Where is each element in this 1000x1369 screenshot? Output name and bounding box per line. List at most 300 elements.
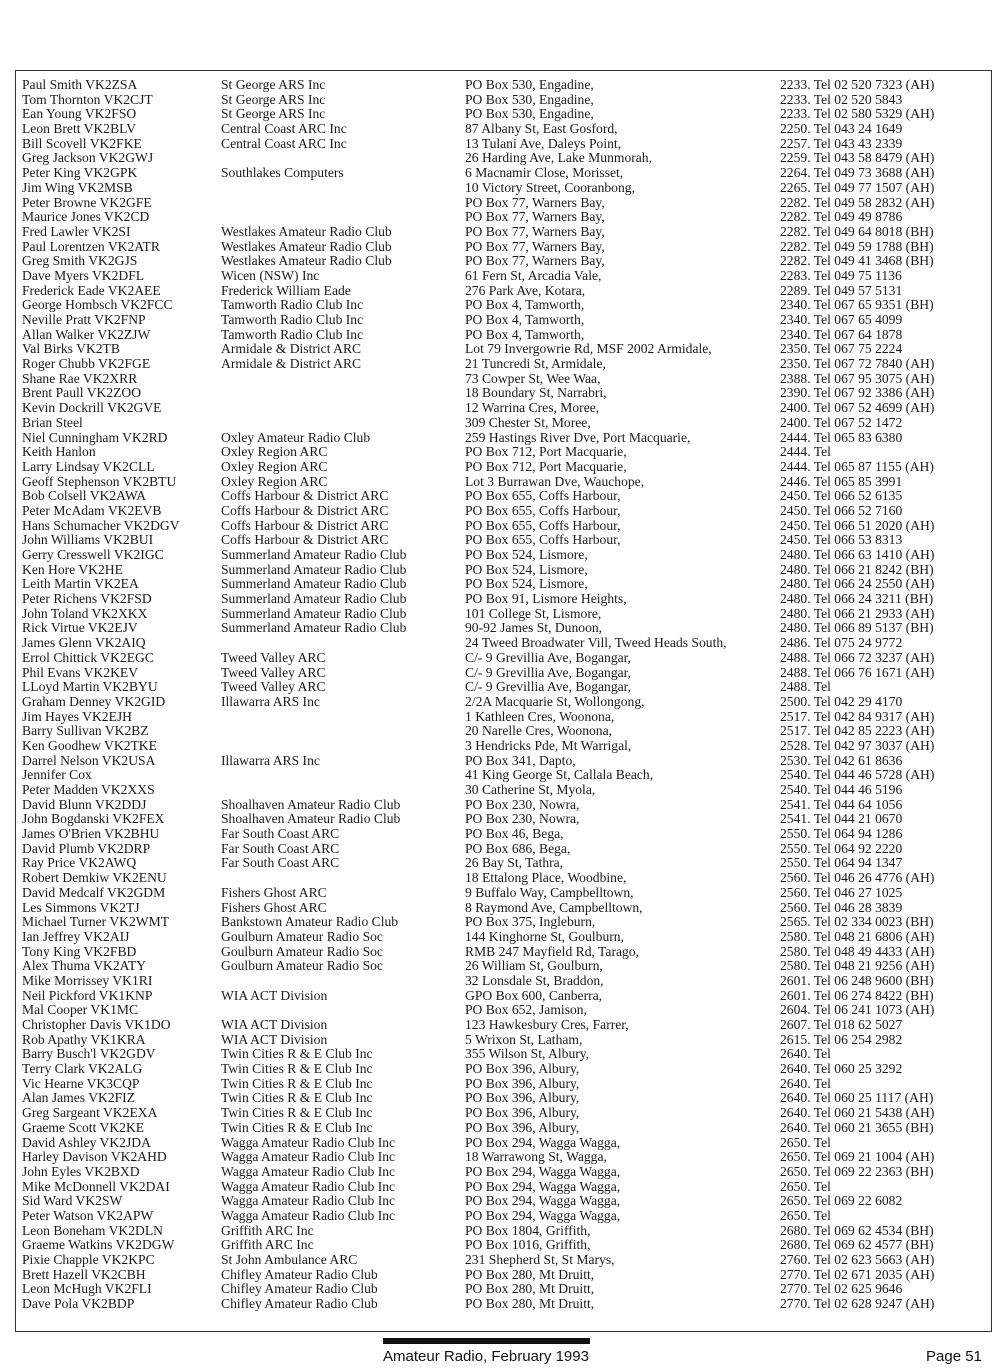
club-name: Summerland Amateur Radio Club [221, 592, 407, 607]
postal-address: PO Box 396, Albury, [465, 1120, 580, 1135]
postcode-phone: 2615. Tel 06 254 2982 [780, 1032, 903, 1047]
postal-address: PO Box 396, Albury, [465, 1106, 580, 1121]
listing-row [22, 284, 982, 299]
club-name: Far South Coast ARC [221, 827, 340, 842]
member-name: Peter Richens VK2FSD [22, 592, 152, 607]
listing-row [22, 812, 982, 827]
postcode-phone: 2480. Tel 066 21 8242 (BH) [780, 562, 934, 577]
postal-address: 18 Ettalong Place, Woodbine, [465, 871, 627, 886]
listing-row [22, 886, 982, 901]
club-name: Twin Cities R & E Club Inc [221, 1062, 373, 1077]
club-name: Illawarra ARS Inc [221, 753, 320, 768]
listing-row [22, 1003, 982, 1018]
postal-address: PO Box 294, Wagga Wagga, [465, 1135, 621, 1150]
postal-address: PO Box 530, Engadine, [465, 107, 594, 122]
postal-address: PO Box 396, Albury, [465, 1076, 580, 1091]
member-listing [22, 78, 982, 1312]
club-name: Griffith ARC Inc [221, 1238, 314, 1253]
member-name: Ean Young VK2FSO [22, 107, 137, 122]
postcode-phone: 2250. Tel 043 24 1649 [780, 122, 903, 137]
postcode-phone: 2340. Tel 067 65 9351 (BH) [780, 298, 934, 313]
listing-row [22, 489, 982, 504]
club-name: Oxley Region ARC [221, 474, 328, 489]
listing-row [22, 768, 982, 783]
postal-address: PO Box 686, Bega, [465, 841, 571, 856]
member-name: Larry Lindsay VK2CLL [22, 459, 155, 474]
club-name: St George ARS Inc [221, 107, 326, 122]
listing-row [22, 107, 982, 122]
postcode-phone: 2264. Tel 049 73 3688 (AH) [780, 166, 935, 181]
member-name: Peter Madden VK2XXS [22, 783, 155, 797]
listing-row [22, 636, 982, 651]
listing-row [22, 372, 982, 387]
club-name: Coffs Harbour & District ARC [221, 518, 389, 533]
listing-row [22, 431, 982, 446]
listing-row [22, 1297, 982, 1312]
postal-address: PO Box 77, Warners Bay, [465, 239, 605, 254]
postcode-phone: 2340. Tel 067 64 1878 [780, 327, 903, 342]
postcode-phone: 2450. Tel 066 52 6135 [780, 489, 903, 504]
postal-address: PO Box 712, Port Macquarie, [465, 445, 627, 460]
club-name: Goulburn Amateur Radio Soc [221, 929, 383, 944]
postal-address: 30 Catherine St, Myola, [465, 783, 596, 797]
club-name: Chifley Amateur Radio Club [221, 1297, 378, 1312]
postal-address: PO Box 4, Tamworth, [465, 298, 585, 313]
postcode-phone: 2580. Tel 048 21 6806 (AH) [780, 929, 935, 944]
listing-row [22, 240, 982, 255]
member-name: Kevin Dockrill VK2GVE [22, 401, 162, 416]
club-name: Westlakes Amateur Radio Club [221, 239, 392, 254]
listing-row [22, 196, 982, 211]
club-name: Summerland Amateur Radio Club [221, 562, 407, 577]
listing-row [22, 577, 982, 592]
listing-row [22, 783, 982, 798]
member-name: Maurice Jones VK2CD [22, 210, 150, 225]
postal-address: PO Box 524, Lismore, [465, 562, 588, 577]
listing-row [22, 710, 982, 725]
footer-publication-title: Amateur Radio, February 1993 [383, 1348, 589, 1365]
member-name: James Glenn VK2AIQ [22, 636, 146, 651]
postcode-phone: 2604. Tel 06 241 1073 (AH) [780, 1003, 935, 1018]
club-name: Frederick William Eade [221, 283, 351, 298]
listing-row [22, 1047, 982, 1062]
club-name: Twin Cities R & E Club Inc [221, 1047, 373, 1062]
listing-row [22, 1268, 982, 1283]
club-name: St George ARS Inc [221, 78, 326, 92]
postcode-phone: 2607. Tel 018 62 5027 [780, 1018, 903, 1032]
member-name: Allan Walker VK2ZJW [22, 327, 151, 342]
postcode-phone: 2601. Tel 06 248 9600 (BH) [780, 973, 934, 988]
postcode-phone: 2601. Tel 06 274 8422 (BH) [780, 988, 934, 1003]
postcode-phone: 2488. Tel 066 72 3237 (AH) [780, 650, 935, 665]
postal-address: 5 Wrixon St, Latham, [465, 1032, 583, 1047]
member-name: Ray Price VK2AWQ [22, 856, 137, 871]
postcode-phone: 2540. Tel 044 46 5728 (AH) [780, 768, 935, 783]
member-name: Jim Hayes VK2EJH [22, 709, 133, 724]
club-name: Shoalhaven Amateur Radio Club [221, 812, 401, 827]
listing-row [22, 122, 982, 137]
member-name: John Toland VK2XKX [22, 606, 148, 621]
postcode-phone: 2560. Tel 046 28 3839 [780, 900, 903, 915]
member-name: John Bogdanski VK2FEX [22, 812, 165, 827]
listing-row [22, 504, 982, 519]
postcode-phone: 2640. Tel 060 25 1117 (AH) [780, 1091, 934, 1106]
postcode-phone: 2770. Tel 02 671 2035 (AH) [780, 1267, 935, 1282]
postal-address: PO Box 280, Mt Druitt, [465, 1282, 595, 1297]
member-name: David Medcalf VK2GDM [22, 885, 166, 900]
postal-address: PO Box 4, Tamworth, [465, 313, 585, 327]
postcode-phone: 2340. Tel 067 65 4099 [780, 313, 903, 327]
postal-address: PO Box 46, Bega, [465, 827, 564, 842]
postcode-phone: 2233. Tel 02 580 5329 (AH) [780, 107, 935, 122]
postal-address: PO Box 396, Albury, [465, 1091, 580, 1106]
listing-row [22, 754, 982, 769]
member-name: Terry Clark VK2ALG [22, 1062, 143, 1077]
postcode-phone: 2480. Tel 066 89 5137 (BH) [780, 621, 934, 636]
club-name: Wagga Amateur Radio Club Inc [221, 1164, 396, 1179]
listing-row [22, 1106, 982, 1121]
member-name: Rick Virtue VK2EJV [22, 621, 138, 636]
listing-row [22, 945, 982, 960]
postal-address: PO Box 524, Lismore, [465, 577, 588, 592]
listing-row [22, 1136, 982, 1151]
club-name: Armidale & District ARC [221, 342, 362, 357]
postal-address: 20 Narelle Cres, Woonona, [465, 724, 613, 739]
listing-row [22, 475, 982, 490]
postcode-phone: 2650. Tel 069 22 6082 [780, 1194, 903, 1209]
member-name: James O'Brien VK2BHU [22, 827, 160, 842]
member-name: Peter Browne VK2GFE [22, 195, 152, 210]
listing-row [22, 342, 982, 357]
club-name: Far South Coast ARC [221, 856, 340, 871]
postcode-phone: 2565. Tel 02 334 0023 (BH) [780, 915, 934, 930]
club-name: Griffith ARC Inc [221, 1223, 314, 1238]
postcode-phone: 2282. Tel 049 41 3468 (BH) [780, 254, 934, 269]
listing-row [22, 1282, 982, 1297]
postcode-phone: 2550. Tel 064 92 2220 [780, 841, 903, 856]
postal-address: PO Box 294, Wagga Wagga, [465, 1164, 621, 1179]
postal-address: 32 Lonsdale St, Braddon, [465, 973, 604, 988]
postcode-phone: 2289. Tel 049 57 5131 [780, 283, 903, 298]
postal-address: PO Box 4, Tamworth, [465, 327, 585, 342]
listing-row [22, 739, 982, 754]
listing-row [22, 1062, 982, 1077]
listing-row [22, 210, 982, 225]
member-name: Barry Busch'l VK2GDV [22, 1047, 156, 1062]
member-name: Ken Hore VK2HE [22, 562, 123, 577]
listing-row [22, 856, 982, 871]
club-name: Tamworth Radio Club Inc [221, 298, 364, 313]
member-name: Roger Chubb VK2FGE [22, 357, 151, 372]
postcode-phone: 2259. Tel 043 58 8479 (AH) [780, 151, 935, 166]
listing-row [22, 842, 982, 857]
postal-address: 87 Albany St, East Gosford, [465, 122, 618, 137]
postal-address: 123 Hawkesbury Cres, Farrer, [465, 1018, 629, 1032]
member-name: Mike Morrissey VK1RI [22, 973, 153, 988]
club-name: Twin Cities R & E Club Inc [221, 1076, 373, 1091]
postal-address: PO Box 655, Coffs Harbour, [465, 533, 621, 548]
postal-address: PO Box 652, Jamison, [465, 1003, 587, 1018]
postal-address: 12 Warrina Cres, Moree, [465, 401, 600, 416]
member-name: Paul Lorentzen VK2ATR [22, 239, 160, 254]
postal-address: 18 Warrawong St, Wagga, [465, 1150, 607, 1165]
postcode-phone: 2390. Tel 067 92 3386 (AH) [780, 386, 935, 401]
postcode-phone: 2400. Tel 067 52 4699 (AH) [780, 401, 935, 416]
postcode-phone: 2283. Tel 049 75 1136 [780, 268, 902, 283]
member-name: David Ashley VK2JDA [22, 1135, 151, 1150]
member-name: George Hombsch VK2FCC [22, 298, 173, 313]
postcode-phone: 2517. Tel 042 85 2223 (AH) [780, 724, 935, 739]
listing-row [22, 680, 982, 695]
club-name: Wagga Amateur Radio Club Inc [221, 1179, 396, 1194]
club-name: Wagga Amateur Radio Club Inc [221, 1150, 396, 1165]
postcode-phone: 2282. Tel 049 49 8786 [780, 210, 903, 225]
listing-row [22, 871, 982, 886]
postal-address: PO Box 91, Lismore Heights, [465, 592, 627, 607]
club-name: Armidale & District ARC [221, 357, 362, 372]
club-name: WIA ACT Division [221, 1032, 328, 1047]
postcode-phone: 2233. Tel 02 520 7323 (AH) [780, 78, 935, 92]
postal-address: Lot 3 Burrawan Dve, Wauchope, [465, 474, 645, 489]
club-name: Central Coast ARC Inc [221, 136, 347, 151]
listing-row [22, 798, 982, 813]
listing-row [22, 151, 982, 166]
listing-row [22, 1121, 982, 1136]
club-name: Coffs Harbour & District ARC [221, 489, 389, 504]
postal-address: 21 Tuncredi St, Armidale, [465, 357, 606, 372]
postcode-phone: 2770. Tel 02 625 9646 [780, 1282, 903, 1297]
member-name: Leith Martin VK2EA [22, 577, 139, 592]
postal-address: 6 Macnamir Close, Morisset, [465, 166, 624, 181]
club-name: Goulburn Amateur Radio Soc [221, 959, 383, 974]
club-name: St John Ambulance ARC [221, 1253, 358, 1267]
club-name: Goulburn Amateur Radio Soc [221, 944, 383, 959]
postcode-phone: 2640. Tel [780, 1047, 831, 1062]
member-name: Bill Scovell VK2FKE [22, 136, 142, 151]
postcode-phone: 2541. Tel 044 21 0670 [780, 812, 903, 827]
member-name: Robert Demkiw VK2ENU [22, 871, 167, 886]
postcode-phone: 2350. Tel 067 75 2224 [780, 342, 903, 357]
postcode-phone: 2760. Tel 02 623 5663 (AH) [780, 1253, 935, 1267]
postcode-phone: 2233. Tel 02 520 5843 [780, 92, 903, 107]
club-name: Tamworth Radio Club Inc [221, 313, 364, 327]
member-name: Graeme Watkins VK2DGW [22, 1238, 175, 1253]
postcode-phone: 2388. Tel 067 95 3075 (AH) [780, 371, 935, 386]
club-name: Wagga Amateur Radio Club Inc [221, 1194, 396, 1209]
postcode-phone: 2480. Tel 066 24 3211 (BH) [780, 592, 934, 607]
listing-row [22, 621, 982, 636]
listing-row [22, 563, 982, 578]
postcode-phone: 2640. Tel 060 21 5438 (AH) [780, 1106, 935, 1121]
member-name: Rob Apathy VK1KRA [22, 1032, 146, 1047]
postal-address: C/- 9 Grevillia Ave, Bogangar, [465, 650, 632, 665]
postal-address: RMB 247 Mayfield Rd, Tarago, [465, 944, 639, 959]
member-name: Graeme Scott VK2KE [22, 1120, 145, 1135]
member-name: Frederick Eade VK2AEE [22, 283, 161, 298]
club-name: WIA ACT Division [221, 988, 328, 1003]
club-name: St George ARS Inc [221, 92, 326, 107]
listing-row [22, 1180, 982, 1195]
member-name: Leon McHugh VK2FLI [22, 1282, 152, 1297]
postcode-phone: 2400. Tel 067 52 1472 [780, 415, 903, 430]
postal-address: PO Box 280, Mt Druitt, [465, 1267, 595, 1282]
member-name: Pixie Chapple VK2KPC [22, 1253, 155, 1267]
listing-row [22, 915, 982, 930]
club-name: Summerland Amateur Radio Club [221, 606, 407, 621]
club-name: Tweed Valley ARC [221, 650, 326, 665]
postal-address: PO Box 230, Nowra, [465, 797, 580, 812]
listing-row [22, 607, 982, 622]
member-name: Bob Colsell VK2AWA [22, 489, 147, 504]
listing-row [22, 1165, 982, 1180]
postal-address: PO Box 1804, Griffith, [465, 1223, 591, 1238]
member-name: Ken Goodhew VK2TKE [22, 738, 157, 753]
listing-row [22, 1033, 982, 1048]
postcode-phone: 2580. Tel 048 21 9256 (AH) [780, 959, 935, 974]
postal-address: PO Box 712, Port Macquarie, [465, 459, 627, 474]
club-name: Chifley Amateur Radio Club [221, 1267, 378, 1282]
club-name: Wagga Amateur Radio Club Inc [221, 1135, 396, 1150]
postal-address: GPO Box 600, Canberra, [465, 988, 603, 1003]
listing-row [22, 827, 982, 842]
postal-address: 41 King George St, Callala Beach, [465, 768, 654, 783]
postal-address: 8 Raymond Ave, Campbelltown, [465, 900, 643, 915]
postcode-phone: 2680. Tel 069 62 4534 (BH) [780, 1223, 934, 1238]
listing-row [22, 313, 982, 328]
listing-row [22, 401, 982, 416]
member-name: Geoff Stephenson VK2BTU [22, 474, 177, 489]
club-name: Twin Cities R & E Club Inc [221, 1120, 373, 1135]
member-name: LLoyd Martin VK2BYU [22, 680, 158, 695]
member-name: Alan James VK2FIZ [22, 1091, 136, 1106]
postcode-phone: 2486. Tel 075 24 9772 [780, 636, 903, 651]
member-name: Leon Brett VK2BLV [22, 122, 137, 137]
member-name: John Eyles VK2BXD [22, 1164, 140, 1179]
member-name: Peter Watson VK2APW [22, 1208, 154, 1223]
club-name: Tweed Valley ARC [221, 680, 326, 695]
postcode-phone: 2580. Tel 048 49 4433 (AH) [780, 944, 935, 959]
listing-row [22, 724, 982, 739]
postcode-phone: 2444. Tel [780, 445, 831, 460]
club-name: Oxley Amateur Radio Club [221, 430, 371, 445]
member-name: Keith Hanlon [22, 445, 96, 460]
club-name: Twin Cities R & E Club Inc [221, 1106, 373, 1121]
member-name: Harley Davison VK2AHD [22, 1150, 167, 1165]
member-name: Greg Smith VK2GJS [22, 254, 138, 269]
listing-row [22, 137, 982, 152]
postal-address: 61 Fern St, Arcadia Vale, [465, 268, 602, 283]
postal-address: 276 Park Ave, Kotara, [465, 283, 586, 298]
postcode-phone: 2680. Tel 069 62 4577 (BH) [780, 1238, 934, 1253]
postcode-phone: 2265. Tel 049 77 1507 (AH) [780, 180, 935, 195]
postal-address: 90-92 James St, Dunoon, [465, 621, 603, 636]
postal-address: 2/2A Macquarie St, Wollongong, [465, 694, 645, 709]
member-name: Tom Thornton VK2CJT [22, 92, 153, 107]
listing-row [22, 695, 982, 710]
postal-address: C/- 9 Grevillia Ave, Bogangar, [465, 680, 632, 695]
postal-address: PO Box 396, Albury, [465, 1062, 580, 1077]
postcode-phone: 2541. Tel 044 64 1056 [780, 797, 903, 812]
postcode-phone: 2650. Tel 069 22 2363 (BH) [780, 1164, 934, 1179]
postal-address: PO Box 341, Dapto, [465, 753, 576, 768]
postal-address: PO Box 375, Ingleburn, [465, 915, 596, 930]
postal-address: Lot 79 Invergowrie Rd, MSF 2002 Armidale, [465, 342, 712, 357]
member-name: Darrel Nelson VK2USA [22, 753, 156, 768]
postal-address: 26 Bay St, Tathra, [465, 856, 564, 871]
member-name: Christopher Davis VK1DO [22, 1018, 171, 1032]
listing-row [22, 930, 982, 945]
postal-address: PO Box 1016, Griffith, [465, 1238, 591, 1253]
listing-row [22, 989, 982, 1004]
member-name: Ian Jeffrey VK2AIJ [22, 929, 130, 944]
club-name: Fishers Ghost ARC [221, 900, 327, 915]
member-name: Shane Rae VK2XRR [22, 371, 138, 386]
listing-row [22, 328, 982, 343]
listing-row [22, 1238, 982, 1253]
member-name: Peter McAdam VK2EVB [22, 503, 162, 518]
member-name: Greg Sargeant VK2EXA [22, 1106, 158, 1121]
postal-address: 101 College St, Lismore, [465, 606, 602, 621]
footer-page-number: Page 51 [926, 1348, 982, 1365]
postcode-phone: 2282. Tel 049 64 8018 (BH) [780, 224, 934, 239]
postcode-phone: 2517. Tel 042 84 9317 (AH) [780, 709, 935, 724]
member-name: Neil Pickford VK1KNP [22, 988, 153, 1003]
postal-address: 73 Cowper St, Wee Waa, [465, 371, 601, 386]
postcode-phone: 2560. Tel 046 27 1025 [780, 885, 903, 900]
club-name: Oxley Region ARC [221, 459, 328, 474]
member-name: Alex Thuma VK2ATY [22, 959, 147, 974]
club-name: Wicen (NSW) Inc [221, 268, 320, 283]
member-name: Les Simmons VK2TJ [22, 900, 140, 915]
postcode-phone: 2446. Tel 065 85 3991 [780, 474, 903, 489]
postcode-phone: 2257. Tel 043 43 2339 [780, 136, 903, 151]
club-name: Summerland Amateur Radio Club [221, 548, 407, 562]
postal-address: PO Box 77, Warners Bay, [465, 254, 605, 269]
listing-row [22, 533, 982, 548]
postal-address: PO Box 294, Wagga Wagga, [465, 1194, 621, 1209]
postal-address: 13 Tulani Ave, Daleys Point, [465, 136, 622, 151]
postcode-phone: 2350. Tel 067 72 7840 (AH) [780, 357, 935, 372]
club-name: Tweed Valley ARC [221, 665, 326, 680]
club-name: Central Coast ARC Inc [221, 122, 347, 137]
postal-address: 26 William St, Goulburn, [465, 959, 603, 974]
club-name: WIA ACT Division [221, 1018, 328, 1032]
postal-address: PO Box 655, Coffs Harbour, [465, 503, 621, 518]
postcode-phone: 2640. Tel 060 21 3655 (BH) [780, 1120, 934, 1135]
club-name: Twin Cities R & E Club Inc [221, 1091, 373, 1106]
member-name: John Williams VK2BUI [22, 533, 154, 548]
listing-row [22, 1018, 982, 1033]
postcode-phone: 2500. Tel 042 29 4170 [780, 694, 903, 709]
member-name: Brian Steel [22, 415, 83, 430]
member-name: Michael Turner VK2WMT [22, 915, 170, 930]
club-name: Chifley Amateur Radio Club [221, 1282, 378, 1297]
postal-address: 231 Shepherd St, St Marys, [465, 1253, 615, 1267]
listing-row [22, 181, 982, 196]
club-name: Wagga Amateur Radio Club Inc [221, 1208, 396, 1223]
listing-row [22, 1253, 982, 1268]
postal-address: 18 Boundary St, Narrabri, [465, 386, 607, 401]
postal-address: 10 Victory Street, Cooranbong, [465, 180, 635, 195]
postcode-phone: 2550. Tel 064 94 1286 [780, 827, 903, 842]
listing-row [22, 225, 982, 240]
postal-address: PO Box 294, Wagga Wagga, [465, 1179, 621, 1194]
member-name: Mike McDonnell VK2DAI [22, 1179, 170, 1194]
postcode-phone: 2530. Tel 042 61 8636 [780, 753, 903, 768]
postal-address: 9 Buffalo Way, Campbelltown, [465, 885, 634, 900]
postal-address: C/- 9 Grevillia Ave, Bogangar, [465, 665, 632, 680]
listing-row [22, 901, 982, 916]
